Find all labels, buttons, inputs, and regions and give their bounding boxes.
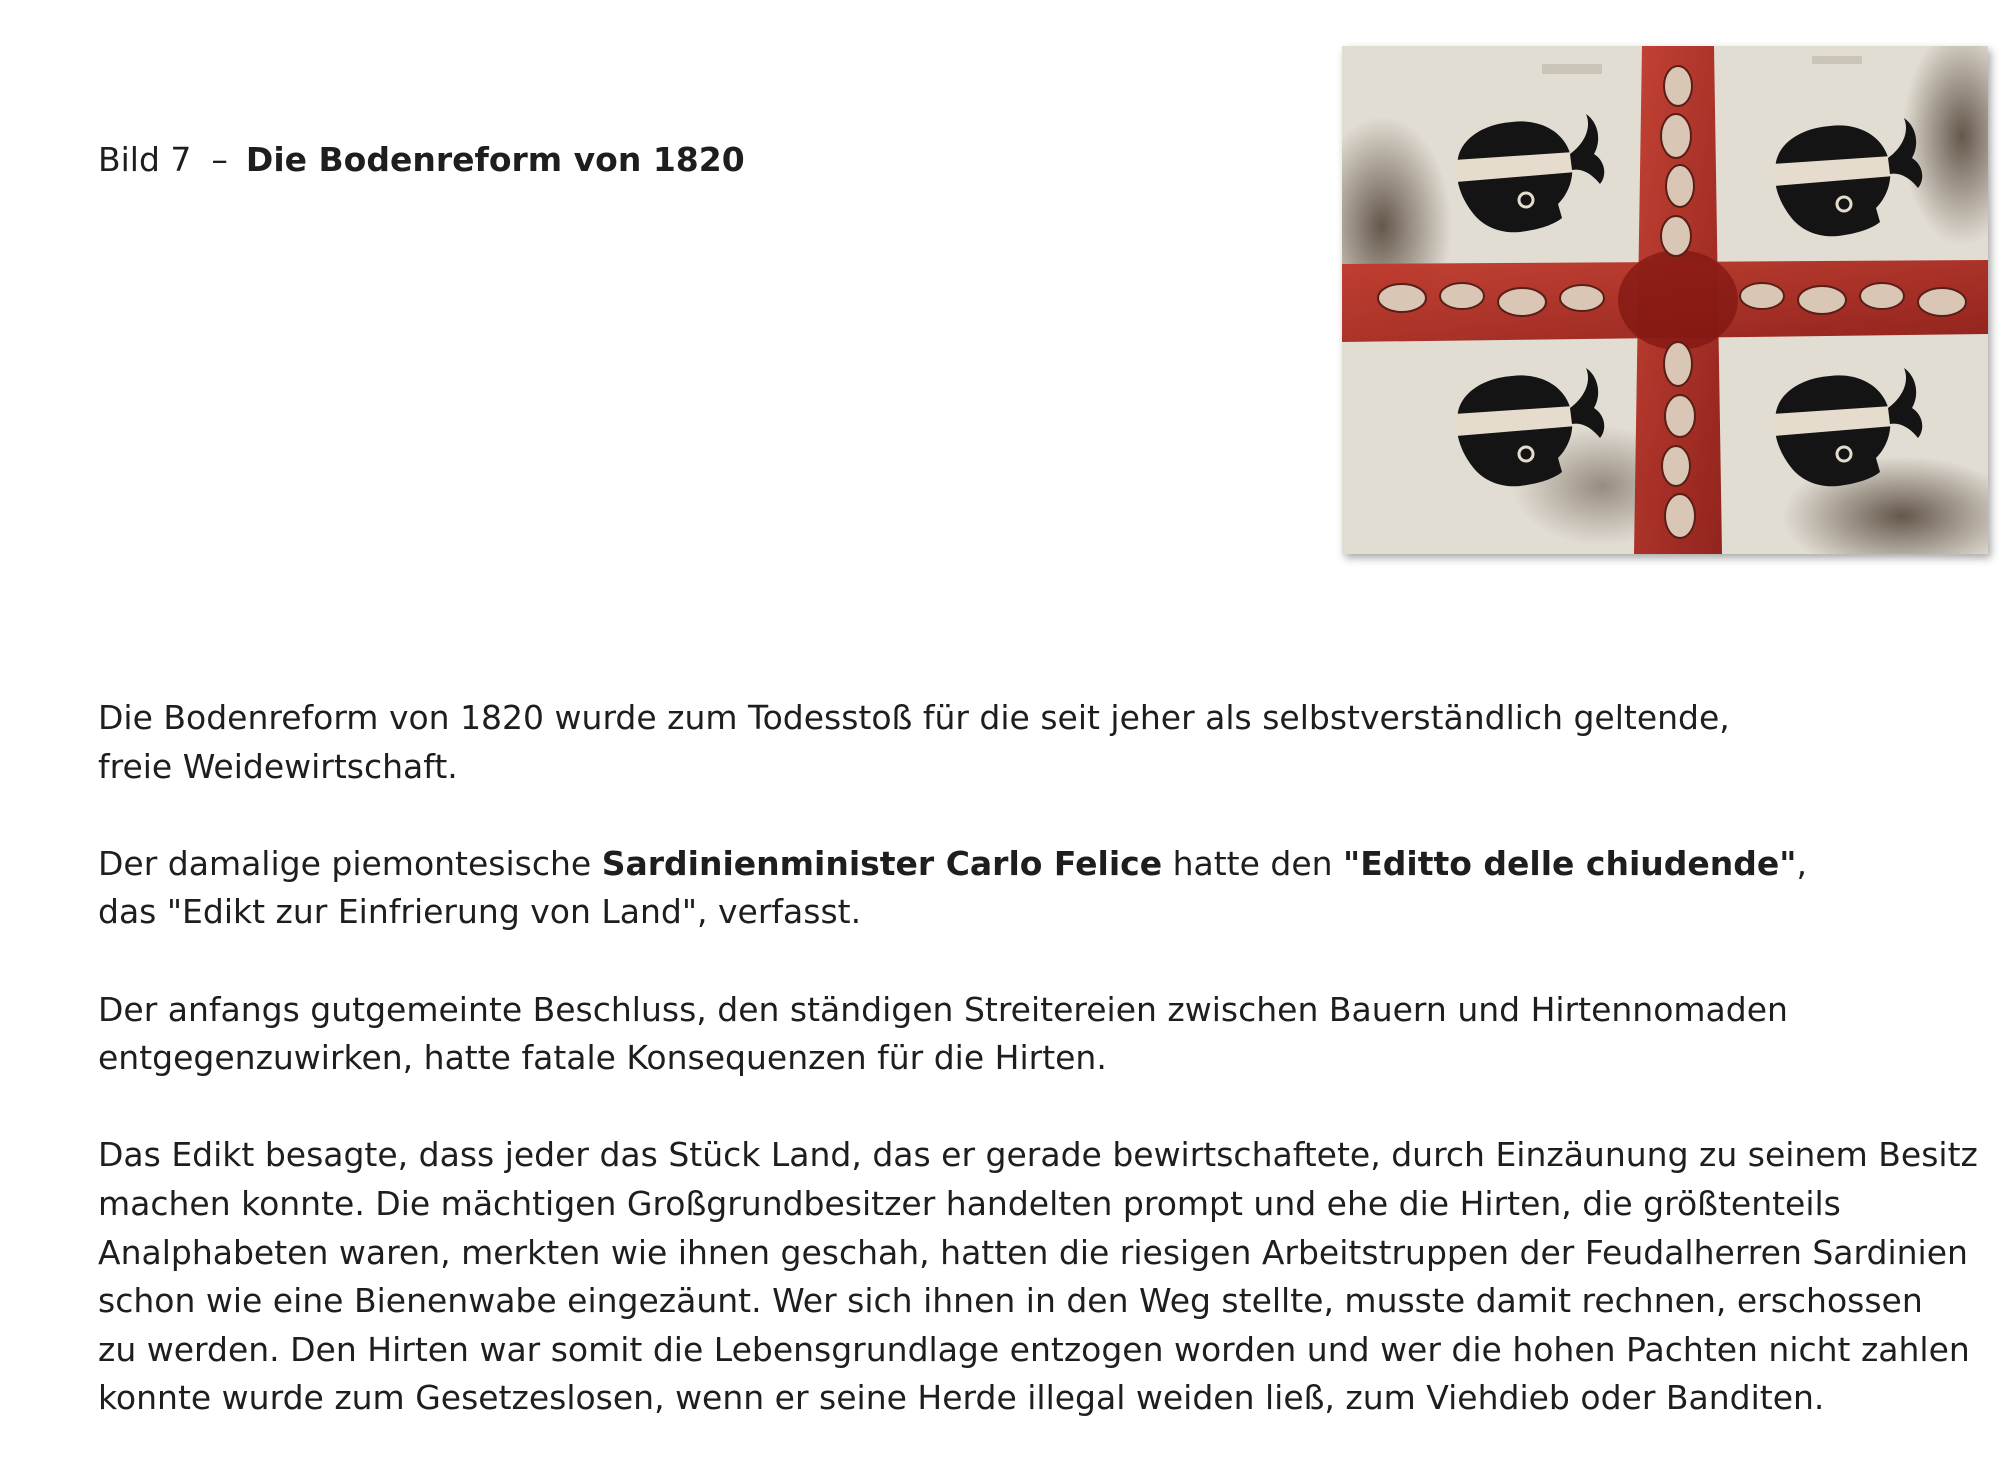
title-main: Die Bodenreform von 1820 — [245, 140, 745, 179]
p2-text-a: Der damalige piemontesische — [98, 843, 602, 883]
paragraph-4-line-4: schon wie eine Bienenwabe eingezäunt. Wer sich ihnen in den Weg stellte, musste damit rechnen, erschossen — [98, 1281, 1923, 1321]
paragraph-2-line-1 — [98, 840, 1978, 889]
paragraph-2-line-2: das "Edikt zur Einfrierung von Land", verfasst. — [98, 892, 862, 932]
paragraph-3-line-1: Der anfangs gutgemeinte Beschluss, den ständigen Streitereien zwischen Bauern und Hirtennomaden — [98, 989, 1788, 1029]
paragraph-4-line-3: Analphabeten waren, merkten wie ihnen geschah, hatten die riesigen Arbeitstruppen der Feudalherren Sardinien — [98, 1232, 1968, 1272]
paragraph-1-line-2: freie Weidewirtschaft. — [98, 746, 458, 786]
body-text — [98, 694, 1978, 1472]
edict-name: "Editto delle chiudende" — [1343, 843, 1797, 883]
paragraph-4-line-1: Das Edikt besagte, dass jeder das Stück Land, das er gerade bewirtschaftete, durch Einzäunung zu seinem Besitz — [98, 1135, 1978, 1175]
paragraph-1 — [98, 694, 1978, 791]
slide-title — [98, 140, 745, 180]
paragraph-4-line-5: zu werden. Den Hirten war somit die Lebensgrundlage entzogen worden und wer die hohen Pachten nicht zahlen — [98, 1329, 1970, 1369]
p2-text-c: hatte den — [1162, 843, 1344, 883]
title-dash: – — [211, 140, 228, 179]
paragraph-4-line-2: machen konnte. Die mächtigen Großgrundbesitzer handelten prompt und ehe die Hirten, die größtenteils — [98, 1183, 1841, 1223]
paragraph-3 — [98, 986, 1978, 1083]
paragraph-2 — [98, 840, 1978, 937]
title-prefix: Bild 7 — [98, 140, 192, 179]
paragraph-1-line-1: Die Bodenreform von 1820 wurde zum Todesstoß für die seit jeher als selbstverständlich geltende, — [98, 698, 1730, 737]
paragraph-3-line-2: entgegenzuwirken, hatte fatale Konsequenzen für die Hirten. — [98, 1038, 1107, 1078]
minister-name: Sardinienminister Carlo Felice — [601, 843, 1163, 883]
paragraph-4-line-6: konnte wurde zum Gesetzeslosen, wenn er seine Herde illegal weiden ließ, zum Viehdieb oder Banditen. — [98, 1378, 1825, 1418]
paragraph-4 — [98, 1131, 1978, 1423]
p2-text-e: , — [1796, 843, 1807, 883]
sardinian-flag-artwork-image — [1342, 46, 1988, 554]
